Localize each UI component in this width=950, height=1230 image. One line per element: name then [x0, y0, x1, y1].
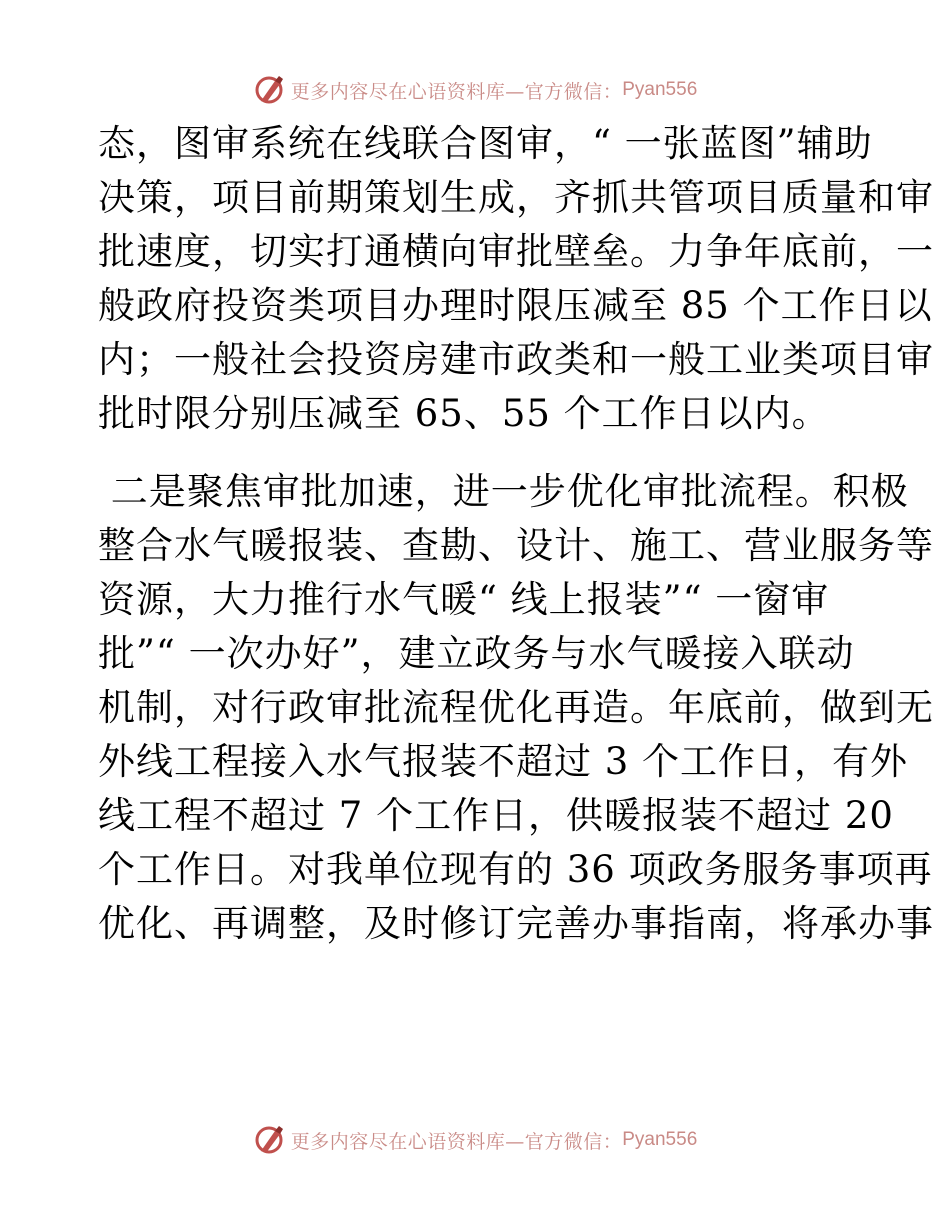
text-line: 态，图审系统在线联合图审，“ 一张蓝图”辅助 — [98, 122, 873, 165]
text-line: 二是聚焦审批加速，进一步优化审批流程。积极 — [98, 470, 909, 513]
text-line: 决策，项目前期策划生成，齐抓共管项目质量和审 — [98, 176, 934, 219]
footer-wechat-id: Pyan556 — [622, 1129, 698, 1150]
header-watermark — [0, 70, 950, 110]
text-line: 批速度，切实打通横向审批壁垒。力争年底前，一 — [98, 230, 934, 273]
text-line: 整合水气暖报装、查勘、设计、施工、营业服务等 — [98, 524, 934, 567]
footer-watermark — [0, 1120, 950, 1160]
text-line: 批时限分别压减至 65、55 个工作日以内。 — [98, 392, 830, 435]
text-line: 内；一般社会投资房建市政类和一般工业类项目审 — [98, 338, 934, 381]
document-body — [98, 117, 934, 951]
pen-logo-icon — [253, 1123, 287, 1157]
paragraph-1 — [98, 117, 934, 441]
text-line: 机制，对行政审批流程优化再造。年底前，做到无 — [98, 686, 934, 729]
paragraph-2 — [98, 465, 934, 951]
text-line: 线工程不超过 7 个工作日，供暖报装不超过 20 — [98, 794, 894, 837]
text-line: 个工作日。对我单位现有的 36 项政务服务事项再 — [98, 848, 933, 891]
text-line: 资源，大力推行水气暖“ 线上报装”“ 一窗审 — [98, 578, 830, 621]
header-wechat-id: Pyan556 — [622, 79, 698, 100]
text-line: 般政府投资类项目办理时限压减至 85 个工作日以 — [98, 284, 933, 327]
text-line: 批”“ 一次办好”，建立政务与水气暖接入联动 — [98, 632, 855, 675]
text-line: 外线工程接入水气报装不超过 3 个工作日，有外 — [98, 740, 909, 783]
footer-promo-text: 更多内容尽在心语资料库—官方微信： — [290, 1130, 623, 1153]
paragraph-gap — [98, 441, 858, 465]
pen-logo-icon — [253, 73, 287, 107]
text-line: 优化、再调整，及时修订完善办事指南，将承办事 — [98, 902, 934, 945]
header-promo-text: 更多内容尽在心语资料库—官方微信： — [290, 80, 623, 103]
